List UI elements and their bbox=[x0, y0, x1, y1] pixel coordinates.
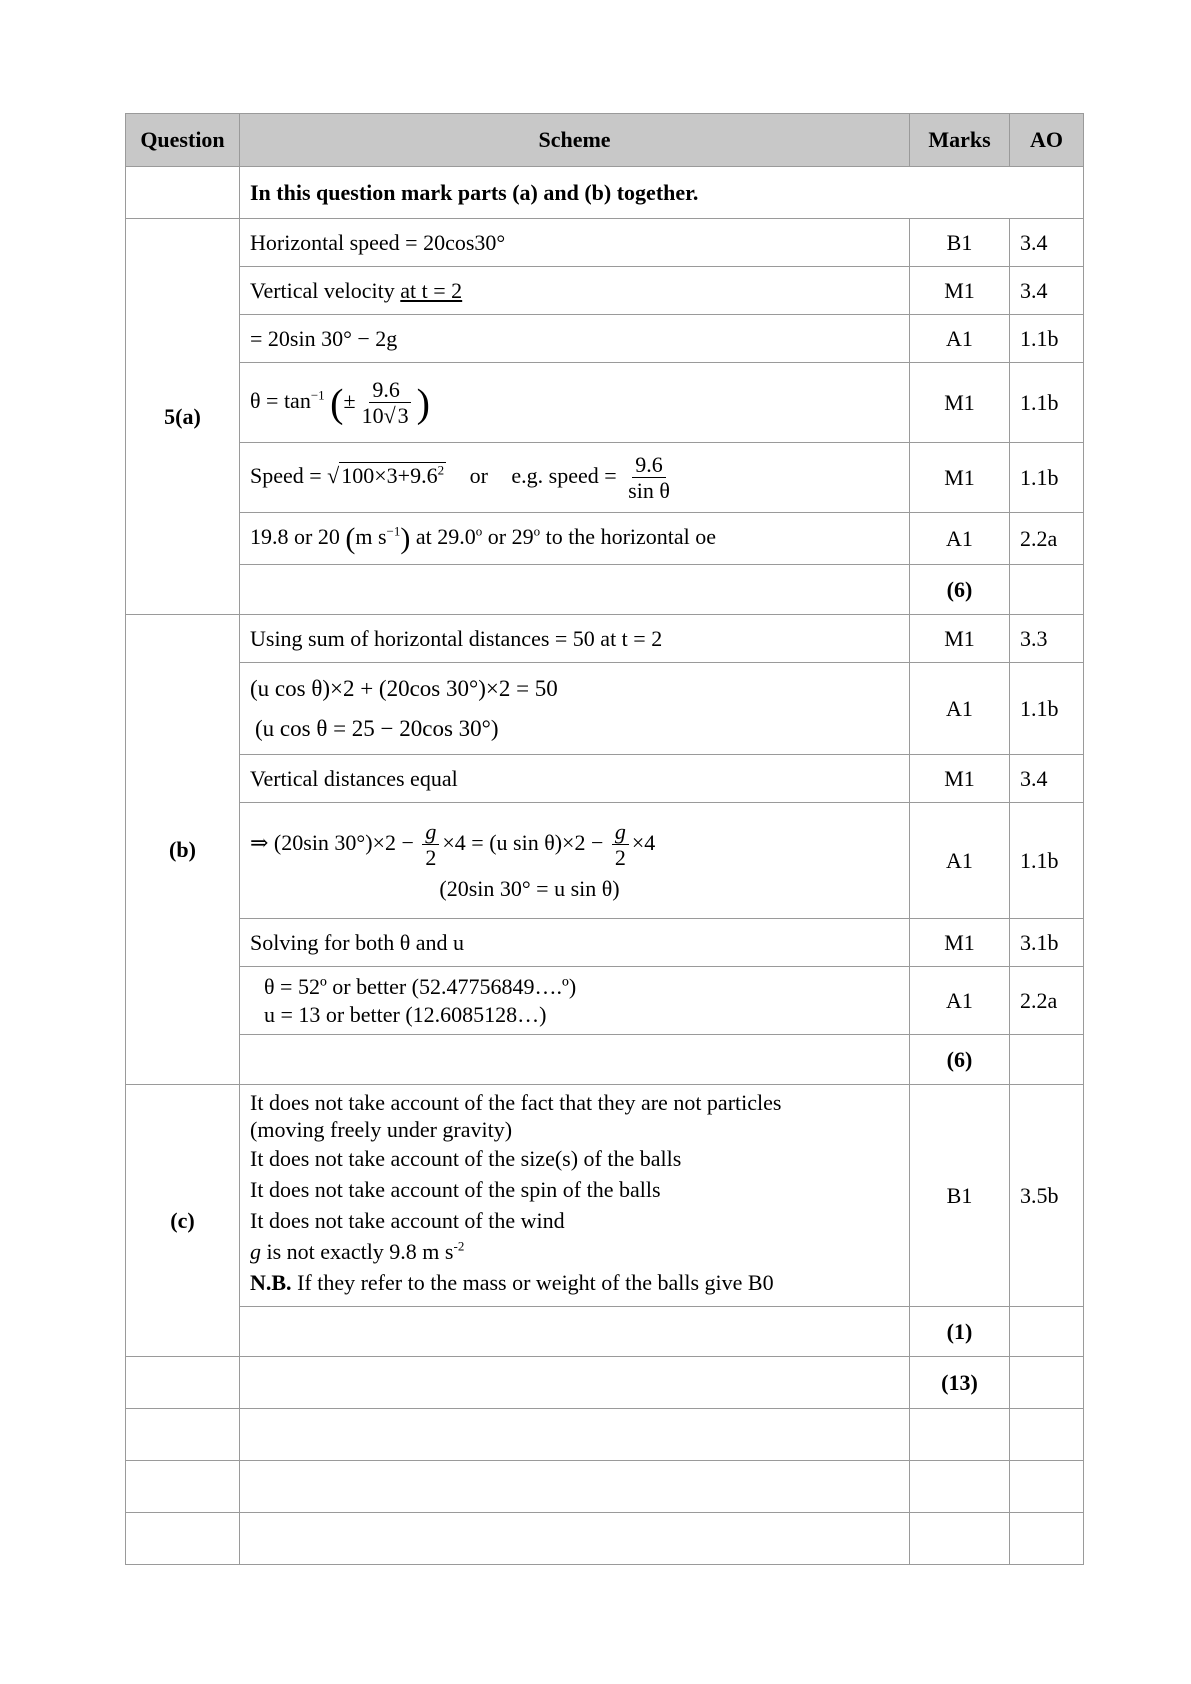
table-row: (c) It does not take account of the fact that they are not particles (moving freely under gravity) It does not take account of the size(s) of the balls It does not take account of the spin of the balls It does not take account of the wind g is not exactly 9.8 m $s^{-2}$ N.B. If they refer to the mass or weight of the balls give B0 B1 3.5b bbox=[126, 1085, 1084, 1307]
mark-code: M1 bbox=[910, 615, 1010, 663]
empty-row bbox=[126, 1513, 1084, 1565]
table-row: Vertical velocity at t = 2 M1 3.4 bbox=[126, 267, 1084, 315]
table-row bbox=[126, 443, 1084, 513]
header-row bbox=[126, 114, 1084, 167]
subtotal-marks: (1) bbox=[910, 1307, 1010, 1357]
ao-code: 3.4 bbox=[1010, 755, 1084, 803]
ao-code: 1.1b bbox=[1010, 443, 1084, 513]
mark-code: A1 bbox=[910, 663, 1010, 755]
table-row: Solving for both θ and u M1 3.1b bbox=[126, 919, 1084, 967]
intro-text: In this question mark parts (a) and (b) together. bbox=[240, 167, 1084, 219]
subtotal-row bbox=[126, 565, 1084, 615]
ao-code: 3.1b bbox=[1010, 919, 1084, 967]
mark-code: B1 bbox=[910, 219, 1010, 267]
table-row: 5(a) Horizontal speed = 20cos30° B1 3.4 bbox=[126, 219, 1084, 267]
mark-code: A1 bbox=[910, 803, 1010, 919]
fraction: $\frac{g}{2}$ bbox=[612, 819, 629, 871]
subtotal-marks: (6) bbox=[910, 565, 1010, 615]
header-ao: AO bbox=[1010, 114, 1084, 167]
ao-code: 3.5b bbox=[1010, 1085, 1084, 1307]
header-question: Question bbox=[126, 114, 240, 167]
mark-code: M1 bbox=[910, 267, 1010, 315]
header-scheme: Scheme bbox=[240, 114, 910, 167]
question-label-c: (c) bbox=[126, 1085, 240, 1357]
scheme-expression: = 20sin 30° − 2g bbox=[240, 315, 910, 363]
ao-code: 3.3 bbox=[1010, 615, 1084, 663]
subtotal-marks: (6) bbox=[910, 1035, 1010, 1085]
total-row bbox=[126, 1357, 1084, 1409]
mark-code: A1 bbox=[910, 315, 1010, 363]
empty-row bbox=[126, 1461, 1084, 1513]
intro-row bbox=[126, 167, 1084, 219]
ao-code: 1.1b bbox=[1010, 663, 1084, 755]
ao-code: 1.1b bbox=[1010, 363, 1084, 443]
table-row: ⇒ (20sin 30°)×2 − $\frac{g}{2}$ ×4 = (u sin θ)×2 − $\frac{g}{2}$ ×4 (20sin 30° = u sin θ) A1 1.1b bbox=[126, 803, 1084, 919]
answer-line: 19.8 or 20 (m $s^{-1}$) at 29.0$^o$ or 29$^o$ to the horizontal oe bbox=[240, 513, 910, 565]
mark-scheme-table bbox=[125, 113, 1084, 1565]
table-row bbox=[126, 315, 1084, 363]
fraction: $\frac{9.6}{\text{sin θ}}$ bbox=[628, 451, 670, 503]
mark-code: M1 bbox=[910, 443, 1010, 513]
table-row: Vertical distances equal M1 3.4 bbox=[126, 755, 1084, 803]
table-row bbox=[126, 363, 1084, 443]
ao-code: 1.1b bbox=[1010, 315, 1084, 363]
question-label-b: (b) bbox=[126, 615, 240, 1085]
ao-code: 3.4 bbox=[1010, 267, 1084, 315]
mark-code: M1 bbox=[910, 919, 1010, 967]
subtotal-row bbox=[126, 1307, 1084, 1357]
ao-code: 2.2a bbox=[1010, 513, 1084, 565]
mark-code: A1 bbox=[910, 513, 1010, 565]
grand-total-marks: (13) bbox=[910, 1357, 1010, 1409]
mark-code: M1 bbox=[910, 363, 1010, 443]
table-row: (b) Using sum of horizontal distances = 50 at t = 2 M1 3.3 bbox=[126, 615, 1084, 663]
speed-expression: Speed = $√100\times 3+9.6^2$ or e.g. speed = $\frac{9.6}{\text{sin θ}}$ bbox=[240, 443, 910, 513]
header-marks: Marks bbox=[910, 114, 1010, 167]
subtotal-row bbox=[126, 1035, 1084, 1085]
fraction: $\frac{g}{2}$ bbox=[422, 819, 439, 871]
mark-code: M1 bbox=[910, 755, 1010, 803]
fraction: $\frac{9.6}{10√3}$ bbox=[361, 376, 409, 428]
theta-expression: $\theta = \tan^{-1}$ (± $\frac{9.6}{10√3}$ ) bbox=[240, 363, 910, 443]
question-label-5a: 5(a) bbox=[126, 219, 240, 615]
empty-row bbox=[126, 1409, 1084, 1461]
table-row bbox=[126, 513, 1084, 565]
ao-code: 1.1b bbox=[1010, 803, 1084, 919]
table-row: (u cos θ)×2 + (20cos 30°)×2 = 50 (u cos θ = 25 − 20cos 30°) A1 1.1b bbox=[126, 663, 1084, 755]
ao-code: 3.4 bbox=[1010, 219, 1084, 267]
ao-code: 2.2a bbox=[1010, 967, 1084, 1035]
mark-code: B1 bbox=[910, 1085, 1010, 1307]
table-row: θ = 52º or better (52.47756849….º) u = 13 or better (12.6085128…) A1 2.2a bbox=[126, 967, 1084, 1035]
mark-code: A1 bbox=[910, 967, 1010, 1035]
